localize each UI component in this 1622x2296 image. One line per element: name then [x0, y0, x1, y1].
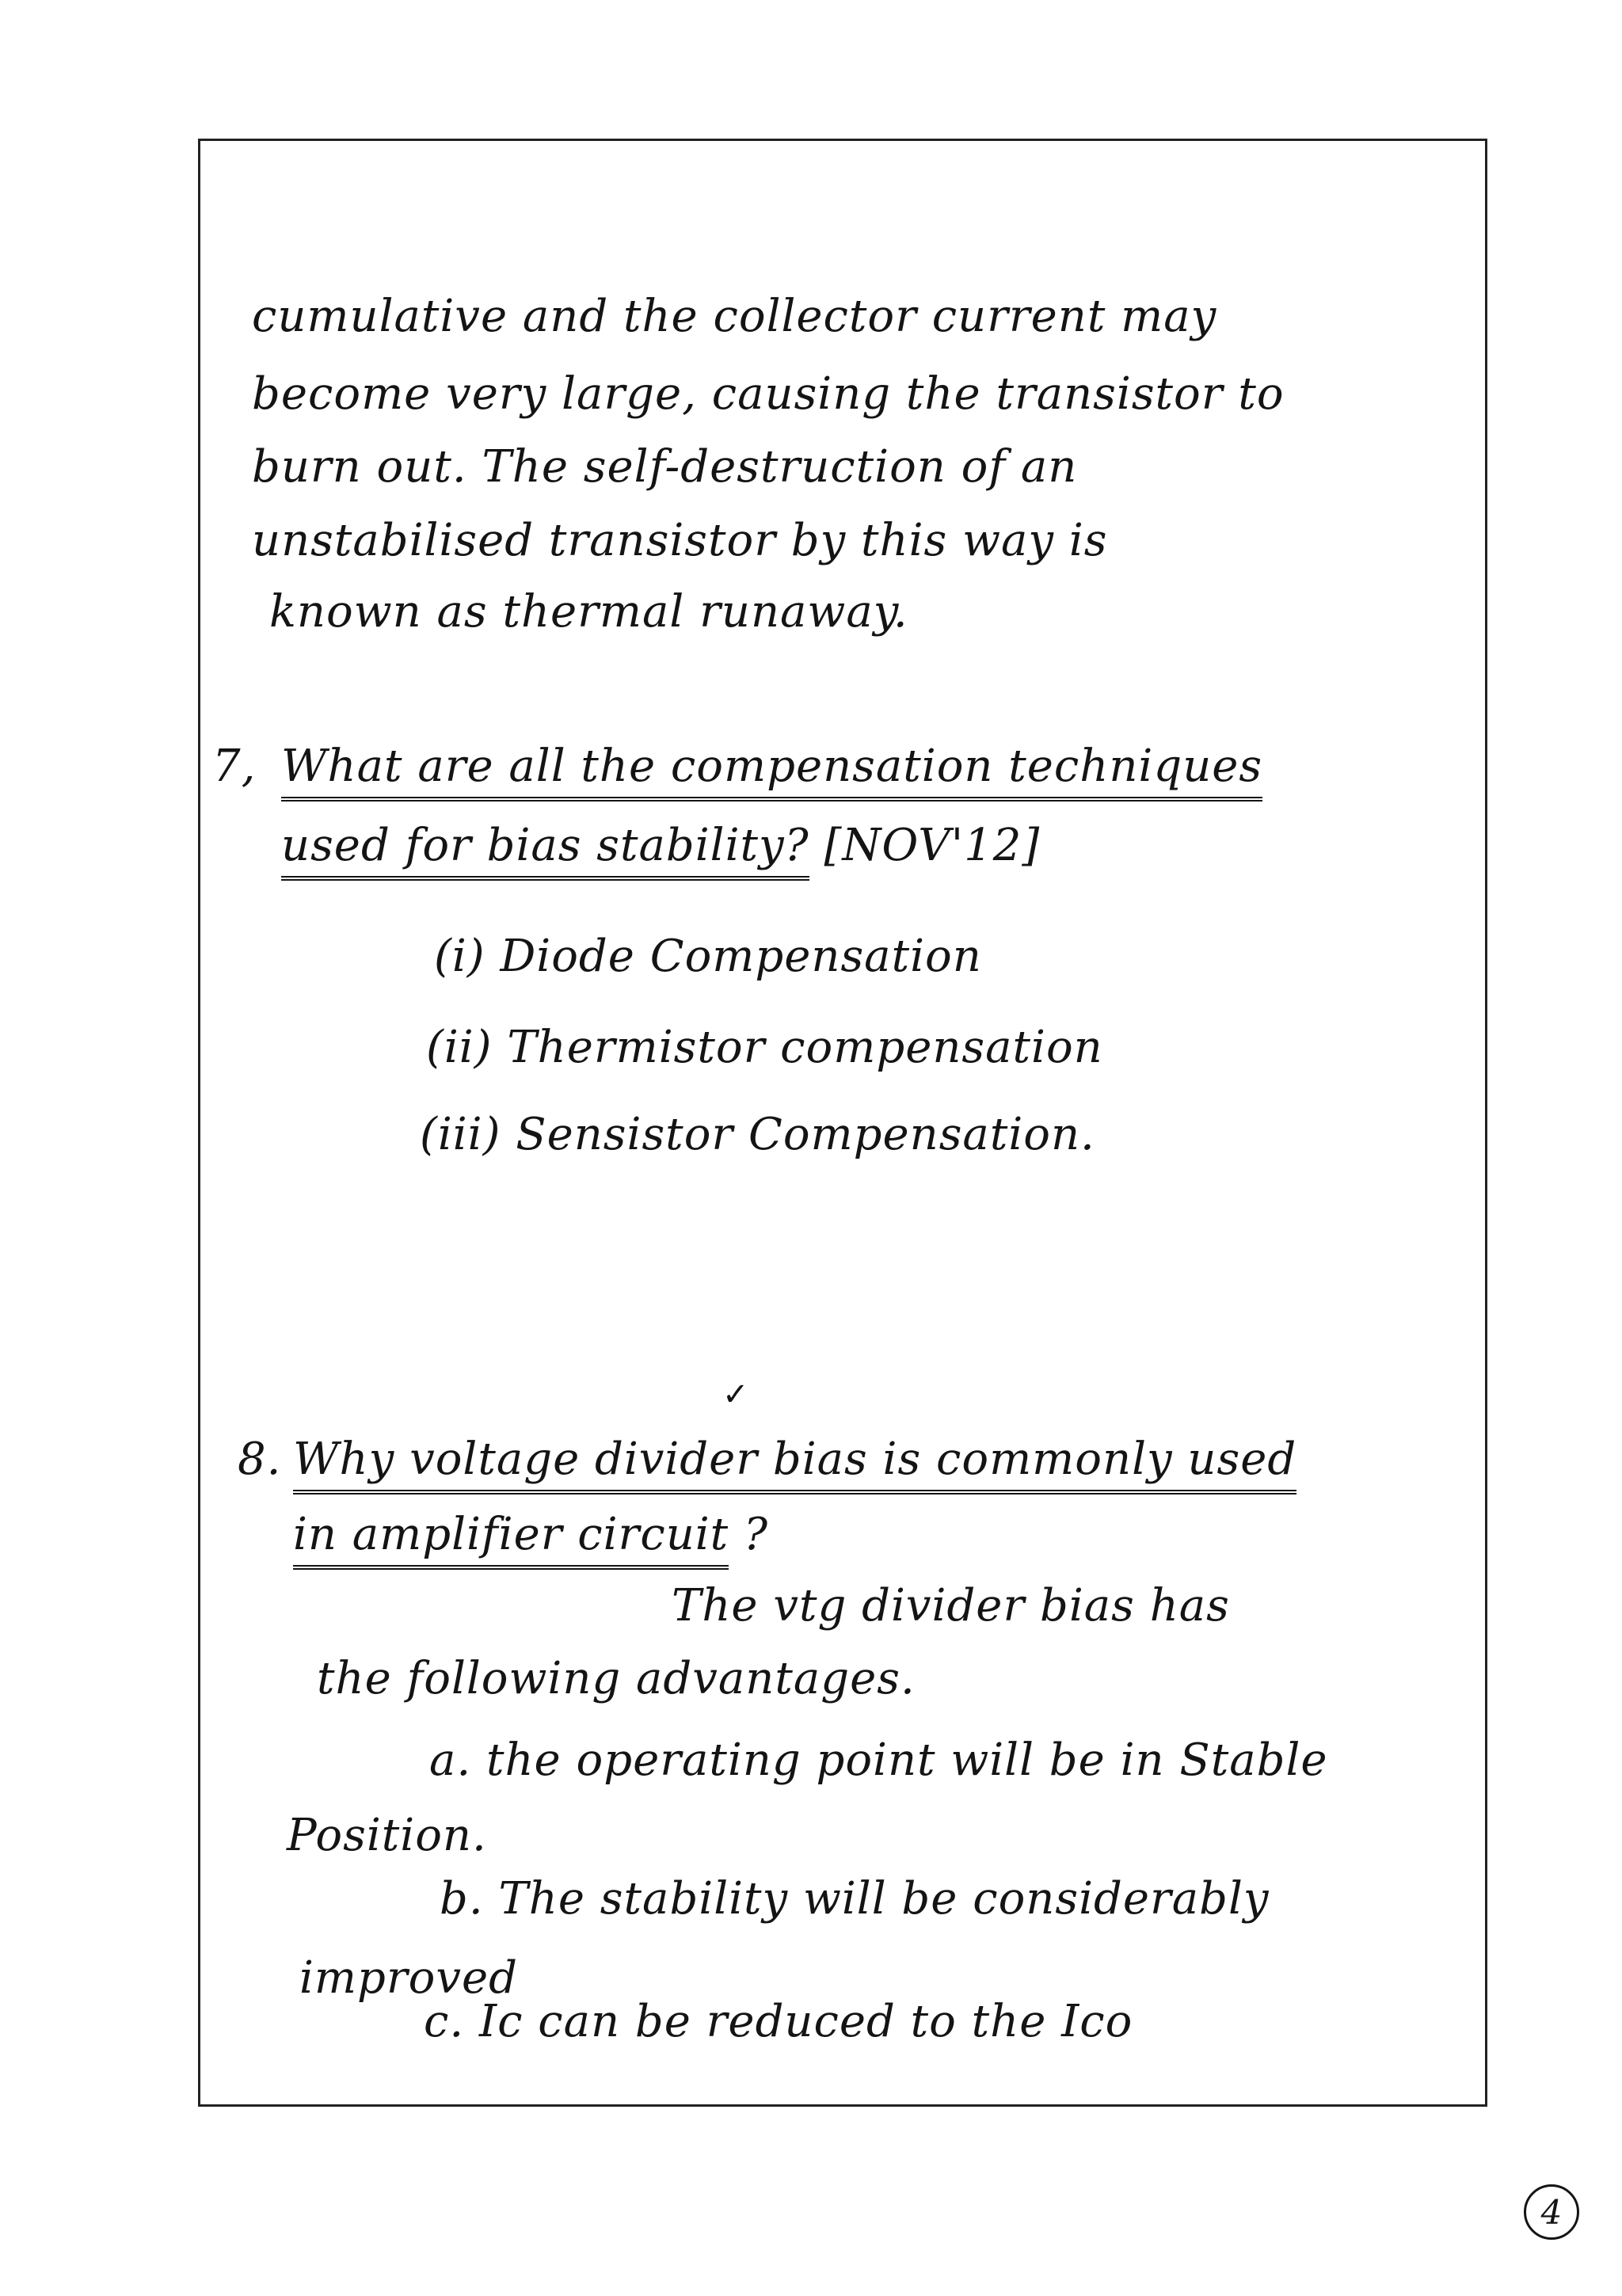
- q8-answer-line-1: The vtg divider bias has: [672, 1580, 1230, 1632]
- page-number: 4: [1524, 2184, 1579, 2240]
- q8-answer-line-5: b. The stability will be considerably: [440, 1873, 1270, 1925]
- q7-question-line-2-text: used for bias stability?: [281, 820, 809, 881]
- check-mark-icon: ✓: [722, 1376, 749, 1413]
- q7-answer-1: (i) Diode Compensation: [434, 931, 982, 982]
- q8-number: 8.: [238, 1434, 282, 1485]
- q7-answer-2: (ii) Thermistor compensation: [426, 1022, 1103, 1073]
- q7-question-line-2: [281, 820, 1041, 871]
- intro-line-4: unstabilised transistor by this way is: [252, 515, 1108, 566]
- q7-number: 7,: [212, 741, 257, 792]
- q8-question-mark: ?: [743, 1509, 769, 1560]
- intro-line-2: become very large, causing the transistor to: [252, 368, 1285, 420]
- q8-question-line-1-text: Why voltage divider bias is commonly used: [293, 1434, 1296, 1494]
- q7-answer-3: (iii) Sensistor Compensation.: [420, 1109, 1095, 1160]
- q8-answer-line-6: improved: [299, 1952, 518, 2004]
- q8-answer-line-3: a. the operating point will be in Stable: [429, 1734, 1328, 1786]
- q8-answer-line-2: the following advantages.: [317, 1653, 916, 1704]
- q8-question-line-2-text: in amplifier circuit: [293, 1509, 729, 1570]
- intro-line-3: burn out. The self-destruction of an: [252, 441, 1078, 493]
- intro-line-5: known as thermal runaway.: [269, 586, 908, 638]
- q7-question-line-1-text: What are all the compensation techniques: [281, 741, 1262, 802]
- q8-answer-line-7: c. Ic can be reduced to the Ico: [424, 1996, 1133, 2047]
- q7-tag: [NOV'12]: [824, 820, 1041, 871]
- q7-question-line-1: [281, 741, 1263, 792]
- intro-line-1: cumulative and the collector current may: [252, 291, 1217, 342]
- q8-question-line-1: [293, 1434, 1297, 1485]
- q8-answer-line-4: Position.: [287, 1810, 487, 1861]
- q8-question-line-2: [293, 1509, 769, 1560]
